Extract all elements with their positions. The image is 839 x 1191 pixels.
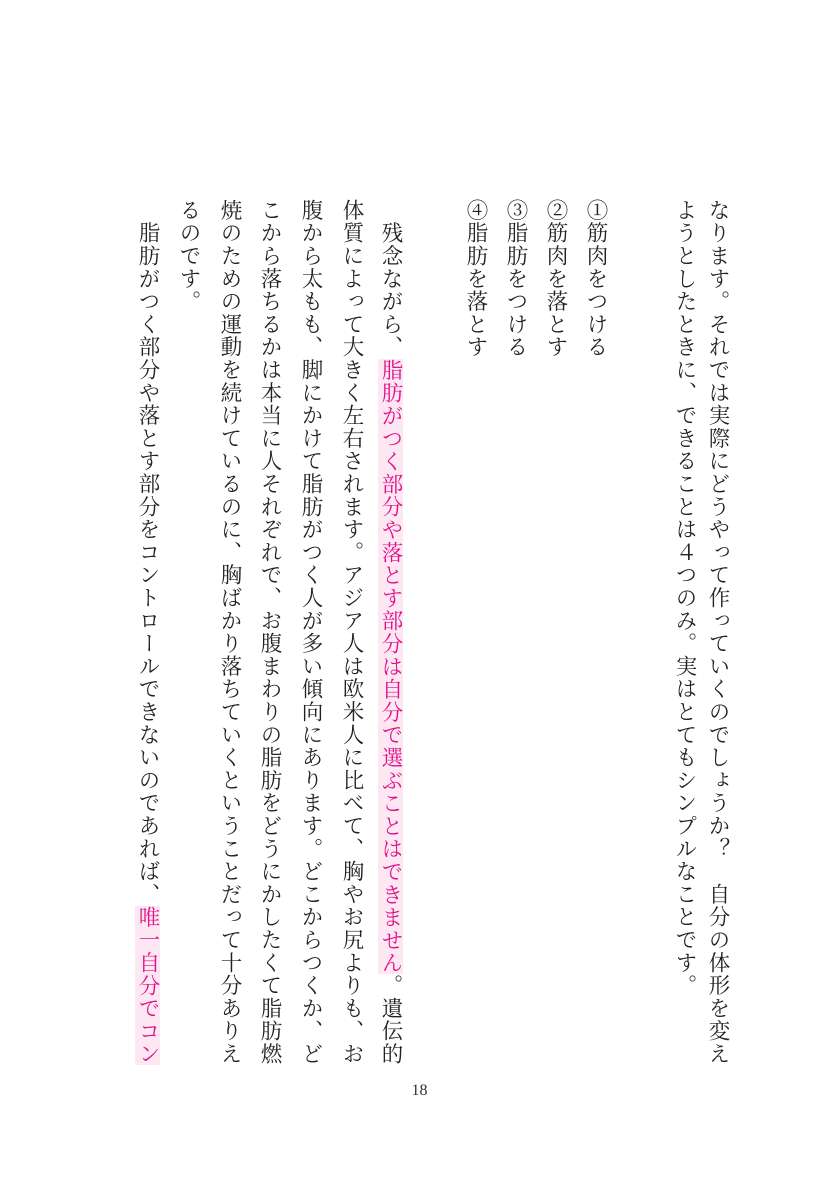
- list-item: ①筋肉をつける: [583, 199, 608, 359]
- list-item: ③脂肪をつける: [503, 199, 528, 359]
- page-number: 18: [411, 1082, 428, 1099]
- text-line: なります。それでは実際にどうやって作っていくのでしょうか？ 自分の体形を変え: [705, 199, 730, 1066]
- text-line: [375, 199, 405, 1065]
- text-line: 焼のための運動を続けているのに、胸ばかり落ちていくということだって十分ありえ: [217, 199, 242, 1066]
- text-line: ようとしたときに、できることは４つのみ。実はとてもシンプルなことです。: [672, 199, 697, 997]
- text-line: こから落ちるかは本当に人それぞれで、お腹まわりの脂肪をどうにかしたくて脂肪燃: [257, 199, 282, 1066]
- text-segment: 残念ながら、: [378, 199, 403, 359]
- text-segment: 。遺伝的: [378, 974, 403, 1066]
- text-segment: 脂肪がつく部分や落とす部分をコントロールできないのであれば、: [135, 199, 160, 906]
- text-line: [132, 199, 162, 1065]
- text-line: るのです。: [176, 199, 201, 313]
- highlighted-text: 脂肪がつく部分や落とす部分は自分で選ぶことはできません: [378, 358, 403, 975]
- list-item: ②筋肉を落とす: [543, 199, 568, 359]
- highlighted-text: 唯一自分でコン: [135, 905, 160, 1066]
- list-item: ④脂肪を落とす: [463, 199, 488, 359]
- text-line: 腹から太もも、脚にかけて脂肪がつく人が多い傾向にあります。どこからつくか、ど: [298, 199, 323, 1066]
- text-line: 体質によって大きく左右されます。アジア人は欧米人に比べて、胸やお尻よりも、お: [339, 199, 364, 1066]
